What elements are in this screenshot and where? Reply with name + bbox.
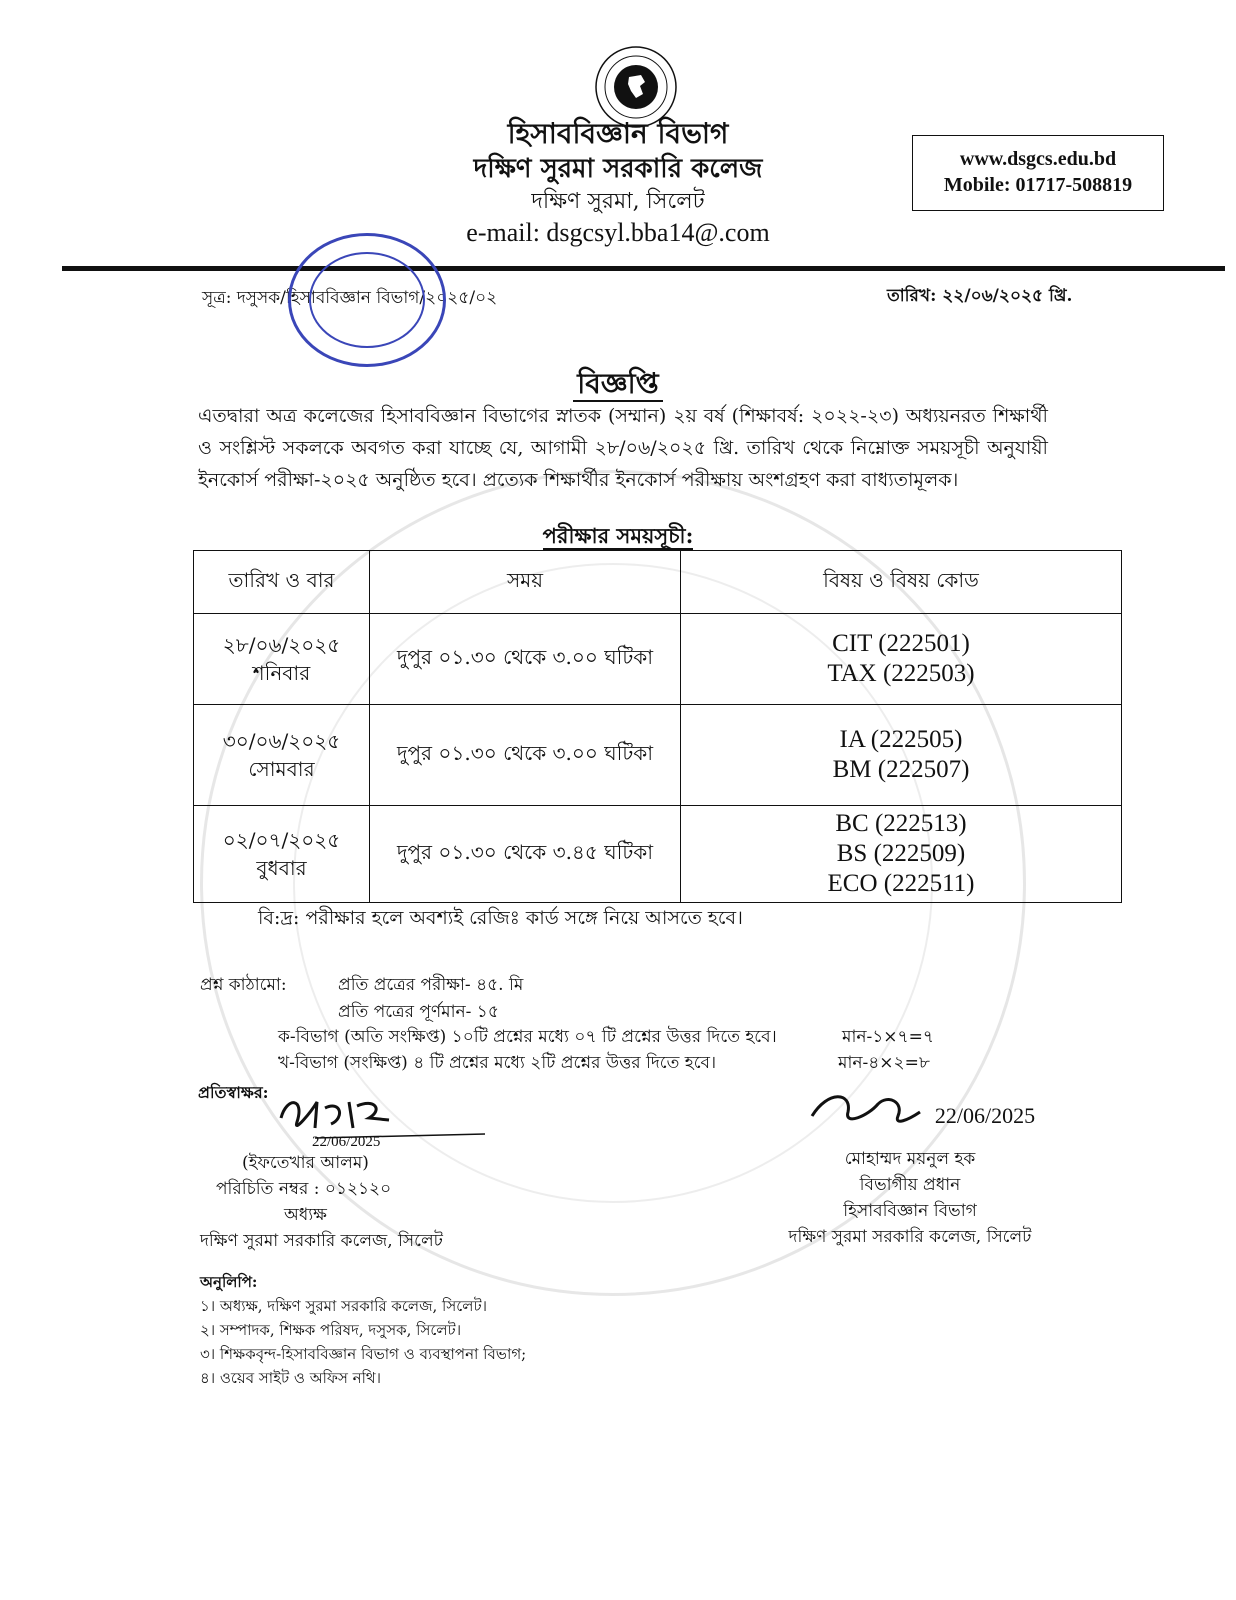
full-marks: প্রতি পত্রের পূর্ণমান- ১৫ — [338, 1002, 499, 1022]
college-name: দক্ষিণ সুরমা সরকারি কলেজ — [473, 154, 763, 184]
exam-day: শনিবার — [252, 661, 311, 685]
subject-code: ECO (222511) — [827, 870, 975, 897]
principal-title: অধ্যক্ষ — [284, 1205, 327, 1225]
head-title: বিভাগীয় প্রধান — [859, 1175, 961, 1195]
time-cell: দুপুর ০১.৩০ থেকে ৩.০০ ঘটিকা — [370, 614, 681, 705]
department-name: হিসাববিজ্ঞান বিভাগ — [507, 117, 729, 150]
email-line: e-mail: dsgcsyl.bba14@.com — [466, 218, 770, 247]
principal-name: (ইফতেখার আলম) — [242, 1153, 369, 1173]
subject-code: BC (222513) — [835, 810, 967, 837]
date-cell — [194, 614, 370, 705]
contact-box — [912, 135, 1164, 211]
subject-code: TAX (222503) — [827, 660, 975, 687]
section-b-text: খ-বিভাগ (সংক্ষিপ্ত) ৪ টি প্রশ্নের মধ্যে ২টি প্রশ্নের উত্তর দিতে হবে। — [278, 1053, 717, 1073]
time-cell: দুপুর ০১.৩০ থেকে ৩.০০ ঘটিকা — [370, 705, 681, 806]
exam-date: ০২/০৭/২০২৫ — [222, 828, 341, 852]
column-header-subject: বিষয় ও বিষয় কোড — [681, 551, 1122, 614]
subject-code: BS (222509) — [836, 840, 966, 867]
notice-body: এতদ্বারা অত্র কলেজের হিসাববিজ্ঞান বিভাগের স্নাতক (সম্মান) ২য় বর্ষ (শিক্ষাবর্ষ: ২০২২-২৩) অধ্যয়নরত শিক্ষার্থী ও সংশ্লিস্ট সকলকে অবগত করা যাচ্ছে যে, আগামী ২৮/০৬/২০২৫ খ্রি. তারিখ থেকে নিম্নোক্ত সময়সূচী অনুযায়ী ইনকোর্স পরীক্ষা-২০২৫ অনুষ্ঠিত হবে। প্রত্যেক শিক্ষার্থীর ইনকোর্স পরীক্ষায় অংশগ্রহণ করা বাধ্যতামূলক। — [198, 405, 1048, 491]
reference-number: সূত্র: দসুসক/হিসাববিজ্ঞান বিভাগ/২০২৫/০২ — [202, 288, 498, 308]
exam-date: ২৮/০৬/২০২৫ — [222, 633, 341, 657]
date-cell — [194, 705, 370, 806]
column-header-time: সময় — [370, 551, 681, 614]
section-b-marks: মান-৪×২=৮ — [838, 1053, 930, 1073]
college-address: দক্ষিণ সুরমা, সিলেট — [531, 189, 705, 214]
table-header-row — [194, 551, 1122, 614]
note-text: বি:দ্র: পরীক্ষার হলে অবশ্যই রেজিঃ কার্ড সঙ্গে নিয়ে আসতে হবে। — [258, 907, 743, 929]
time-cell: দুপুর ০১.৩০ থেকে ৩.৪৫ ঘটিকা — [370, 806, 681, 903]
head-org: দক্ষিণ সুরমা সরকারি কলেজ, সিলেট — [788, 1227, 1032, 1247]
list-item: ১। অধ্যক্ষ, দক্ষিণ সুরমা সরকারি কলেজ, সিলেট। — [200, 1297, 487, 1315]
department-seal-stamp — [288, 233, 446, 367]
principal-id: পরিচিতি নম্বর : ০১২১২০ — [216, 1179, 392, 1199]
website-text: www.dsgcs.edu.bd — [959, 148, 1117, 170]
column-header-date: তারিখ ও বার — [194, 551, 370, 614]
mobile-text: Mobile: 01717-508819 — [943, 174, 1133, 196]
subject-cell — [681, 705, 1122, 806]
exam-duration: প্রতি প্রত্রের পরীক্ষা- ৪৫. মি — [338, 975, 524, 995]
principal-org: দক্ষিণ সুরমা সরকারি কলেজ, সিলেট — [200, 1231, 443, 1251]
subject-cell — [681, 614, 1122, 705]
exam-schedule-table — [193, 550, 1122, 903]
list-item: ৩। শিক্ষকবৃন্দ-হিসাববিজ্ঞান বিভাগ ও ব্যবস্থাপনা বিভাগ; — [200, 1345, 527, 1363]
section-a-marks: মান-১×৭=৭ — [842, 1027, 934, 1047]
principal-signatory-block — [200, 1134, 443, 1254]
exam-date: ৩০/০৬/২০২৫ — [222, 729, 341, 753]
schedule-title-text: পরীক্ষার সময়সূচী: — [542, 523, 694, 548]
copy-list-title: অনুলিপি: — [200, 1273, 258, 1291]
head-name: মোহাম্মদ ময়নুল হক — [844, 1149, 976, 1169]
head-dept: হিসাববিজ্ঞান বিভাগ — [843, 1201, 977, 1221]
notice-date: তারিখ: ২২/০৬/২০২৫ খ্রি. — [887, 286, 1073, 306]
exam-day: বুধবার — [256, 856, 307, 880]
table-row — [194, 806, 1122, 903]
header-divider — [62, 266, 1225, 271]
list-item: ২। সম্পাদক, শিক্ষক পরিষদ, দসুসক, সিলেট। — [200, 1321, 462, 1339]
table-row — [194, 614, 1122, 705]
table-row — [194, 705, 1122, 806]
subject-code: IA (222505) — [839, 726, 963, 753]
head-signature-date: 22/06/2025 — [934, 1103, 1036, 1128]
copy-list — [200, 1270, 526, 1390]
subject-code: BM (222507) — [832, 756, 970, 783]
section-a-text: ক-বিভাগ (অতি সংক্ষিপ্ত) ১০টি প্রশ্নের মধ্যে ০৭ টি প্রশ্নের উত্তর দিতে হবে। — [278, 1027, 777, 1047]
subject-cell — [681, 806, 1122, 903]
list-item: ৪। ওয়েব সাইট ও অফিস নথি। — [200, 1369, 381, 1387]
question-structure-label: প্রশ্ন কাঠামো: — [200, 975, 287, 995]
principal-signature-date: 22/06/2025 — [312, 1134, 381, 1150]
head-signatory-block — [760, 1103, 1060, 1250]
date-cell — [194, 806, 370, 903]
notice-title-text: বিজ্ঞপ্তি — [573, 367, 662, 402]
countersign-label: প্রতিস্বাক্ষর: — [198, 1083, 269, 1102]
exam-day: সোমবার — [248, 757, 315, 781]
subject-code: CIT (222501) — [832, 630, 970, 657]
